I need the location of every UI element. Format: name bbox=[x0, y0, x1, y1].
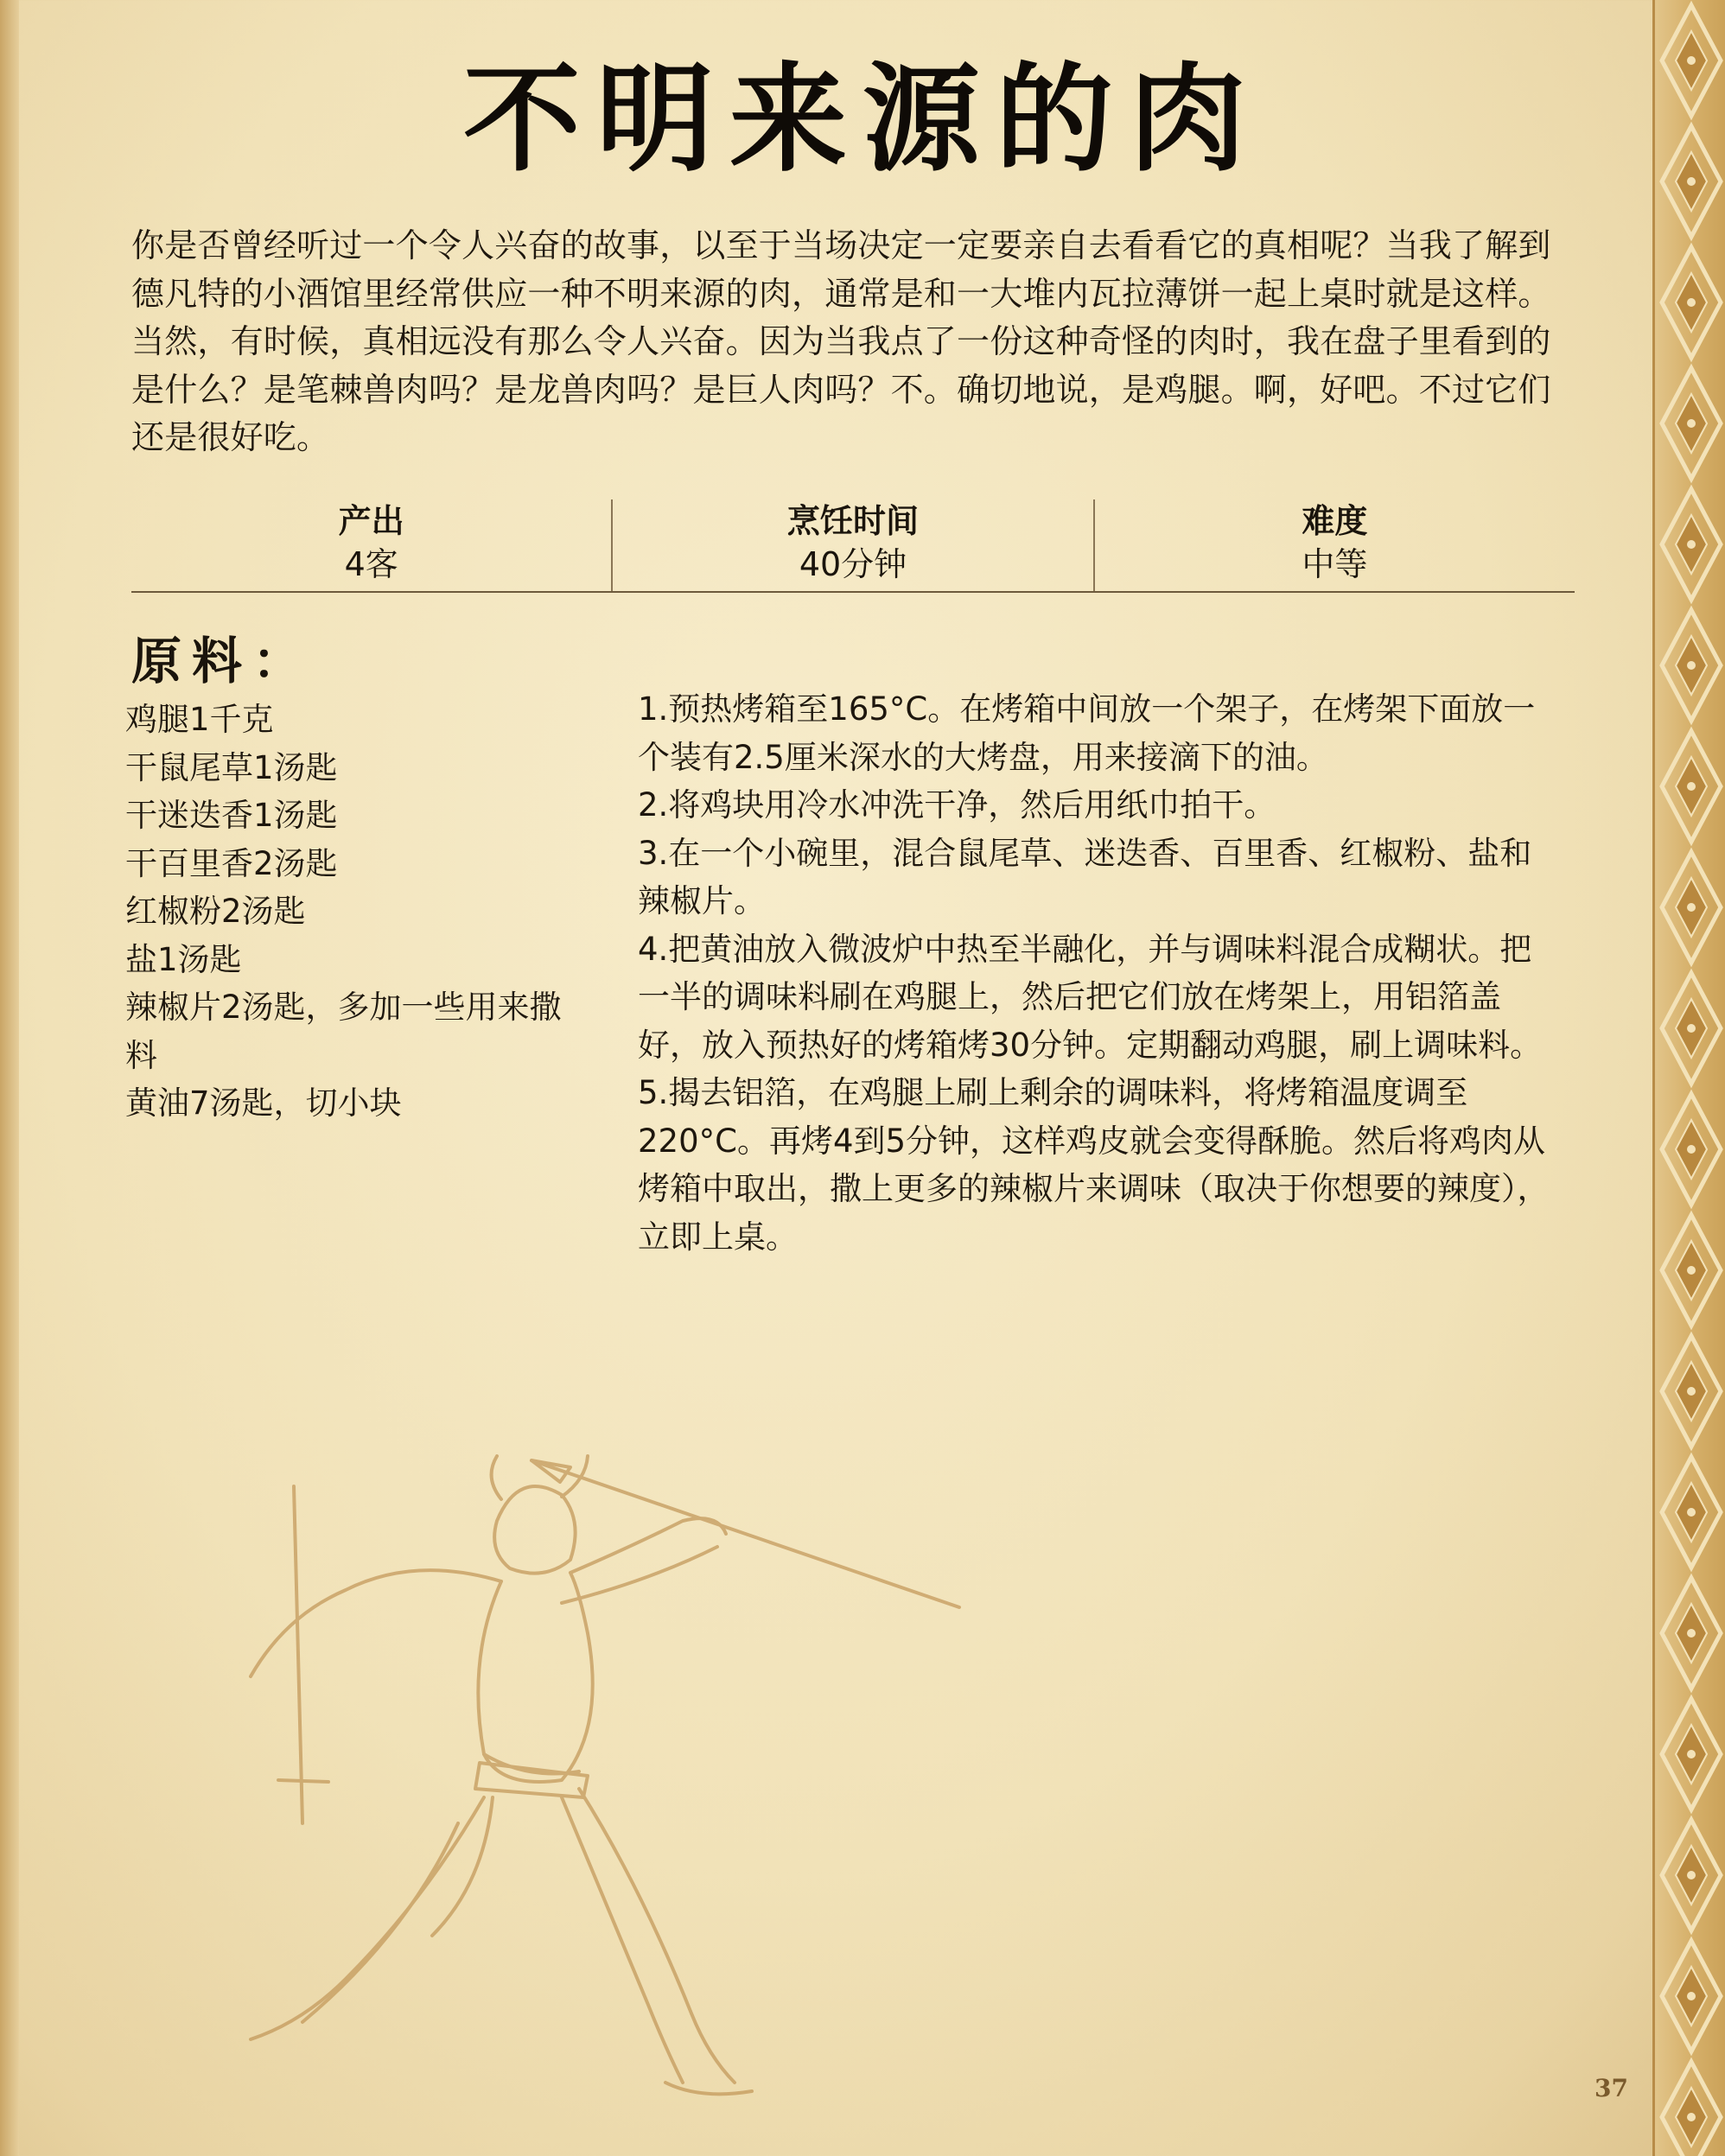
recipe-stats bbox=[131, 499, 1575, 593]
left-page-edge bbox=[0, 0, 19, 2156]
instruction-step: 4.把黄油放入微波炉中热至半融化，并与调味料混合成糊状。把一半的调味料刷在鸡腿上，然后把它们放在烤架上，用铝箔盖好，放入预热好的烤箱烤30分钟。定期翻动鸡腿，刷上调味料。 bbox=[638, 930, 1543, 1064]
stat-value: 4客 bbox=[344, 545, 398, 583]
ingredient-item: 鸡腿1千克 bbox=[125, 701, 274, 738]
diamond-pattern-icon bbox=[1655, 0, 1725, 2156]
recipe-title: 不明来源的肉 bbox=[463, 50, 1262, 188]
stat-yield bbox=[131, 499, 611, 591]
ingredient-item: 辣椒片2汤匙，多加一些用来撒料 bbox=[125, 989, 562, 1074]
instruction-step: 3.在一个小碗里，混合鼠尾草、迷迭香、百里香、红椒粉、盐和辣椒片。 bbox=[638, 834, 1532, 919]
ingredient-item: 红椒粉2汤匙 bbox=[125, 893, 306, 930]
ingredients-heading: 原料： bbox=[131, 632, 314, 690]
stat-cook-time bbox=[611, 499, 1092, 591]
instructions-list bbox=[638, 685, 1554, 1261]
intro-paragraph: 你是否曾经听过一个令人兴奋的故事，以至于当场决定一定要亲自去看看它的真相呢？当我了解到德凡特的小酒馆里经常供应一种不明来源的肉，通常是和一大堆内瓦拉薄饼一起上桌时就是这样。当然，有时候，真相远没有那么令人兴奋。因为当我点了一份这种奇怪的肉时，我在盘子里看到的是什么？是笔棘兽肉吗？是龙兽肉吗？是巨人肉吗？不。确切地说，是鸡腿。啊，好吧。不过它们还是很好吃。 bbox=[131, 226, 1551, 456]
decorative-border bbox=[1652, 0, 1725, 2156]
ingredient-item: 黄油7汤匙，切小块 bbox=[125, 1084, 402, 1122]
stat-label: 难度 bbox=[1302, 502, 1368, 540]
page-number: 37 bbox=[1595, 2074, 1628, 2102]
stat-label: 产出 bbox=[338, 502, 404, 540]
instruction-step: 1.预热烤箱至165°C。在烤箱中间放一个架子，在烤架下面放一个装有2.5厘米深水的大烤盘，用来接滴下的油。 bbox=[638, 690, 1536, 776]
warrior-sketch-illustration bbox=[199, 1417, 977, 2126]
ingredient-item: 干鼠尾草1汤匙 bbox=[125, 748, 338, 786]
ingredient-item: 干百里香2汤匙 bbox=[125, 844, 338, 882]
stat-difficulty bbox=[1093, 499, 1575, 591]
stat-value: 40分钟 bbox=[799, 545, 907, 583]
instruction-step: 2.将鸡块用冷水冲洗干净，然后用纸巾拍干。 bbox=[638, 786, 1276, 824]
instruction-step: 5.揭去铝箔，在鸡腿上刷上剩余的调味料，将烤箱温度调至220°C。再烤4到5分钟，这样鸡皮就会变得酥脆。然后将鸡肉从烤箱中取出，撒上更多的辣椒片来调味（取决于你想要的辣度），立即上桌。 bbox=[638, 1074, 1550, 1256]
ingredient-item: 干迷迭香1汤匙 bbox=[125, 797, 338, 834]
stat-value: 中等 bbox=[1302, 545, 1368, 583]
ingredients-list bbox=[125, 696, 566, 1128]
ingredient-item: 盐1汤匙 bbox=[125, 940, 242, 978]
stat-label: 烹饪时间 bbox=[786, 502, 919, 540]
